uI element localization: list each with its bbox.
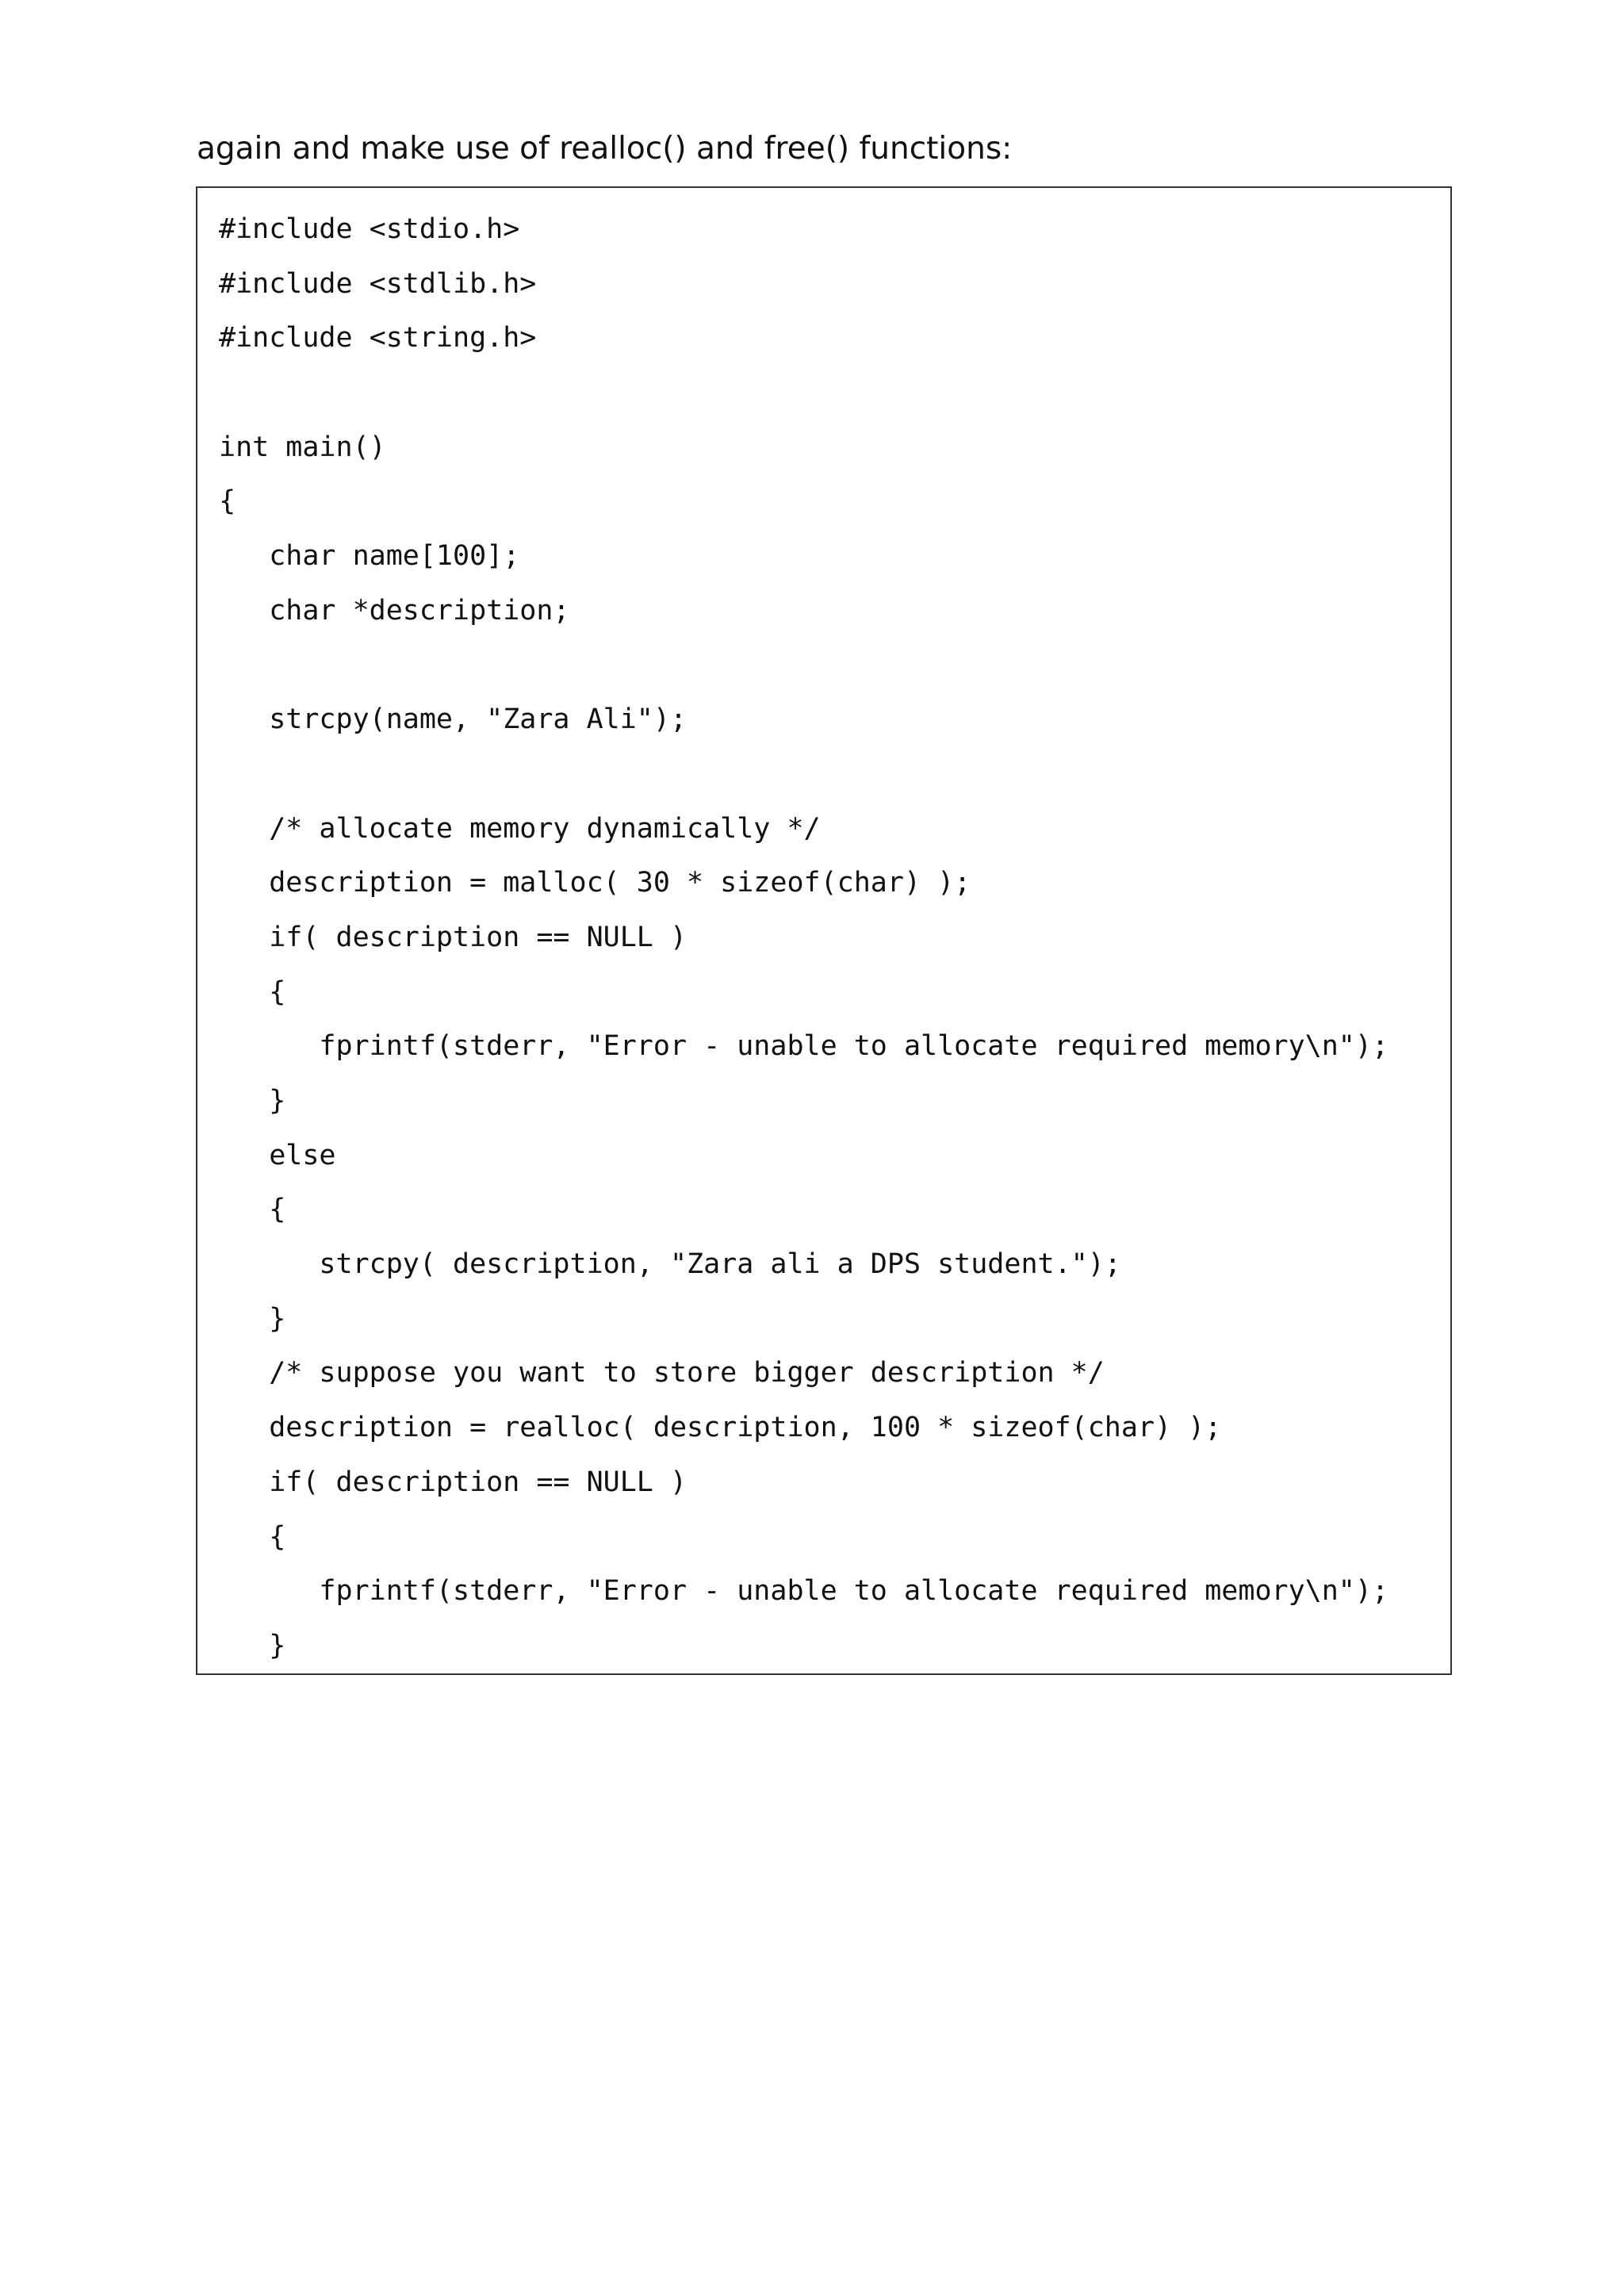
code-line xyxy=(219,372,1388,427)
code-line: #include <stdio.h> xyxy=(219,213,520,245)
code-lines xyxy=(219,209,1388,1680)
code-line xyxy=(219,645,1388,700)
code-line: { xyxy=(219,1194,286,1226)
code-line: char name[100]; xyxy=(219,540,520,573)
code-line: } xyxy=(219,1629,286,1662)
code-line: fprintf(stderr, "Error - unable to allocate required memory\n"); xyxy=(219,1575,1389,1608)
code-line: { xyxy=(219,485,236,518)
code-line: description = malloc( 30 * sizeof(char) ); xyxy=(219,867,971,899)
code-line: #include <stdlib.h> xyxy=(219,267,537,300)
code-line: if( description == NULL ) xyxy=(219,1466,688,1498)
code-line: char *description; xyxy=(219,594,570,627)
code-line: #include <string.h> xyxy=(219,322,537,355)
code-line: strcpy( description, "Zara ali a DPS student."); xyxy=(219,1248,1121,1281)
code-line: { xyxy=(219,976,286,1008)
intro-paragraph: again and make use of realloc() and free() functions: xyxy=(197,131,1013,167)
code-line: } xyxy=(219,1085,286,1117)
code-line: } xyxy=(219,1302,286,1335)
code-line: if( description == NULL ) xyxy=(219,921,688,953)
code-line: strcpy(name, "Zara Ali"); xyxy=(219,703,688,736)
code-line: /* allocate memory dynamically */ xyxy=(219,812,821,845)
code-line: else xyxy=(219,1139,336,1171)
code-line xyxy=(219,753,1388,808)
code-line: description = realloc( description, 100 * sizeof(char) ); xyxy=(219,1412,1222,1444)
code-block xyxy=(196,186,1452,1675)
code-line: /* suppose you want to store bigger description */ xyxy=(219,1357,1105,1389)
code-line: { xyxy=(219,1520,286,1553)
code-line: fprintf(stderr, "Error - unable to allocate required memory\n"); xyxy=(219,1030,1389,1063)
code-line: int main() xyxy=(219,431,386,463)
